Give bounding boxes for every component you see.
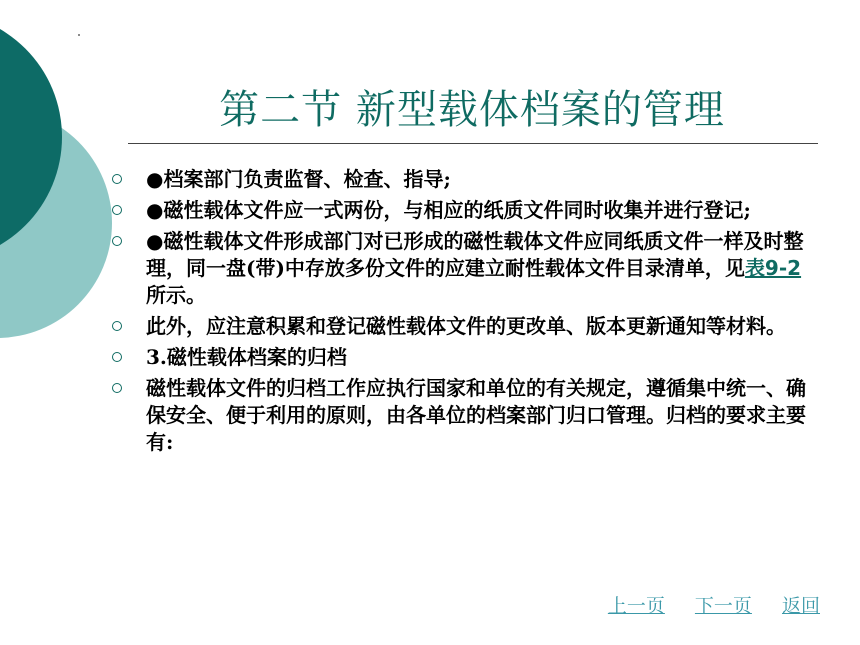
circle-bullet-icon: [112, 174, 122, 184]
bullet-text: 此外，应注意积累和登记磁性载体文件的更改单、版本更新通知等材料。: [146, 314, 786, 338]
bullet-text: ●磁性载体文件形成部门对已形成的磁性载体文件应同纸质文件一样及时整理，同一盘(带)中存放多份文件的应建立耐性载体文件目录清单，见: [146, 229, 804, 280]
list-item: [112, 375, 812, 456]
decorative-dot: [78, 34, 80, 36]
bullet-text: ●档案部门负责监督、检查、指导;: [146, 167, 451, 191]
list-item: [112, 197, 812, 224]
list-item: [112, 166, 812, 193]
circle-bullet-icon: [112, 321, 122, 331]
title-divider: [128, 143, 818, 144]
back-link[interactable]: 返回: [781, 595, 820, 617]
prev-page-link[interactable]: 上一页: [607, 595, 665, 617]
bullet-text: ●磁性载体文件应一式两份，与相应的纸质文件同时收集并进行登记;: [146, 198, 751, 222]
circle-bullet-icon: [112, 352, 122, 362]
circle-bullet-icon: [112, 383, 122, 393]
bullet-text-suffix: 所示。: [146, 283, 206, 307]
list-item: [112, 228, 812, 309]
bullet-text: 3.磁性载体档案的归档: [146, 345, 347, 369]
slide-title: 第二节 新型载体档案的管理: [219, 87, 725, 133]
slide-navigation: [584, 591, 820, 618]
bullet-list: [112, 166, 812, 460]
table-9-2-link[interactable]: 表9-2: [744, 256, 802, 280]
circle-bullet-icon: [112, 236, 122, 246]
list-item: [112, 313, 812, 340]
bullet-text: 磁性载体文件的归档工作应执行国家和单位的有关规定，遵循集中统一、确保安全、便于利用的原则，由各单位的档案部门归口管理。归档的要求主要有:: [146, 376, 806, 454]
next-page-link[interactable]: 下一页: [694, 595, 752, 617]
circle-bullet-icon: [112, 205, 122, 215]
list-item: [112, 344, 812, 371]
